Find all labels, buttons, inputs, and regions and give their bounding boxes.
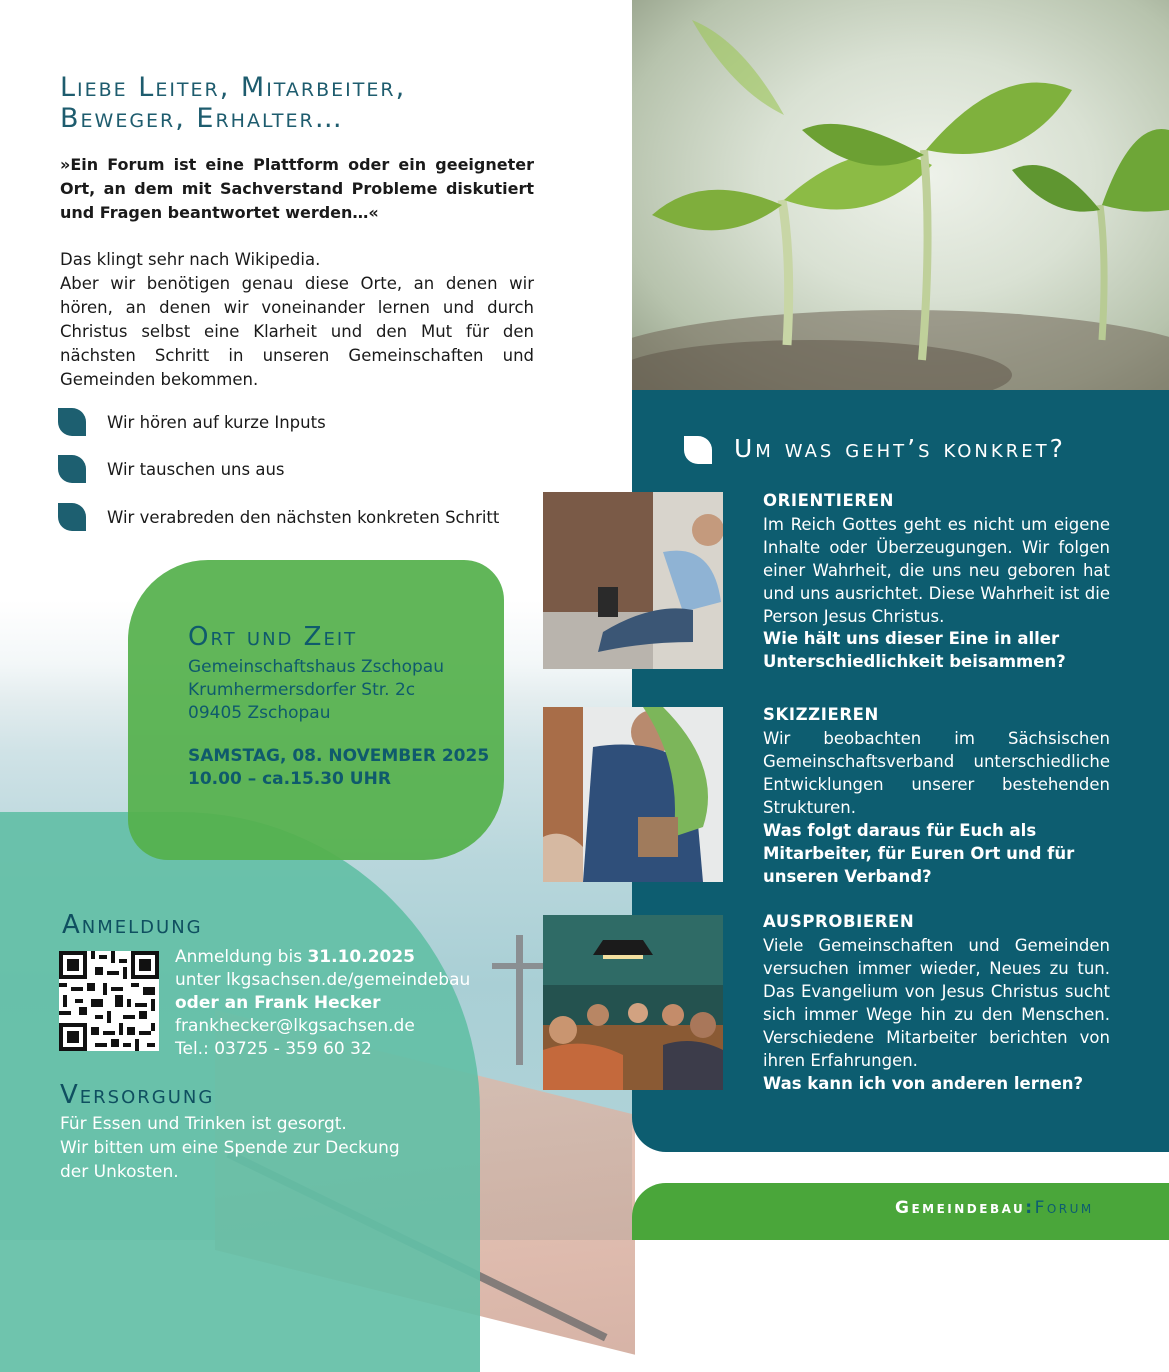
section-body: Im Reich Gottes geht es nicht um eigene Inhalte oder Überzeugungen. Wir folgen einer Wahrheit, die uns neu geboren hat und uns ausrichtet. Diese Wahrheit ist die Person Jesus Christus.	[763, 515, 1110, 626]
intro-heading-line2: Beweger, Erhalter…	[60, 103, 344, 134]
section-title: SKIZZIEREN	[763, 705, 879, 724]
intro-heading	[60, 72, 530, 134]
venue-city: 09405 Zschopau	[188, 703, 331, 723]
leaf-bullet-icon	[684, 436, 712, 464]
cross-icon	[490, 935, 550, 1065]
intro-quote: »Ein Forum ist eine Plattform oder ein geeigneter Ort, an dem mit Sachverstand Probleme diskutiert und Fragen beantwortet werden…«	[60, 155, 534, 222]
brand-part-b: Forum	[1034, 1198, 1094, 1218]
anmeldung-deadline-prefix: Anmeldung bis	[175, 947, 308, 967]
bullet-text: Wir tauschen uns aus	[107, 459, 285, 479]
brand-part-a: Gemeindebau	[895, 1198, 1026, 1218]
section-title: AUSPROBIEREN	[763, 912, 915, 931]
photo-group-dinner	[543, 915, 723, 1090]
event-date-text: SAMSTAG, 08. NOVEMBER 2025	[188, 746, 490, 766]
leaf-bullet-icon	[58, 455, 86, 483]
bullet-item	[58, 452, 558, 486]
brand-separator: :	[1025, 1198, 1035, 1218]
section-question: Was folgt daraus für Euch als Mitarbeiter, für Euren Ort und für unseren Verband?	[763, 821, 1075, 886]
konkret-heading: Um was geht’s konkret?	[734, 434, 1066, 463]
versorgung-heading: Versorgung	[60, 1080, 215, 1110]
venue-street: Krumhermersdorfer Str. 2c	[188, 680, 416, 700]
section-body: Viele Gemeinschaften und Gemeinden versuchen immer wieder, Neues zu tun. Das Evangelium von Jesus Christus sucht sich immer Wege hin zu den Menschen. Verschiedene Mitarbeiter berichten von ihren Erfahrungen.	[763, 936, 1110, 1070]
section-question: Wie hält uns dieser Eine in aller Unterschiedlichkeit beisammen?	[763, 629, 1066, 671]
versorgung-line: Wir bitten um eine Spende zur Deckung	[60, 1138, 400, 1158]
photo-man-reading	[543, 492, 723, 669]
bullet-item	[58, 405, 558, 439]
anmeldung-deadline-date: 31.10.2025	[307, 947, 416, 967]
venue-name: Gemeinschaftshaus Zschopau	[188, 657, 444, 677]
anmeldung-website[interactable]: unter lkgsachsen.de/gemeindebau	[175, 970, 471, 990]
section-title: ORIENTIEREN	[763, 491, 895, 510]
event-time-text: 10.00 – ca.15.30 UHR	[188, 769, 391, 789]
bullet-item	[58, 500, 558, 534]
anmeldung-heading: Anmeldung	[62, 910, 203, 940]
brand-logo	[895, 1198, 1094, 1218]
intro-paragraph-1: Das klingt sehr nach Wikipedia.	[60, 250, 321, 269]
versorgung-line: der Unkosten.	[60, 1162, 179, 1182]
anmeldung-email[interactable]: frankhecker@lkgsachsen.de	[175, 1016, 415, 1036]
ort-heading: Ort und Zeit	[188, 622, 358, 652]
versorgung-line: Für Essen und Trinken ist gesorgt.	[60, 1114, 347, 1134]
intro-paragraph-2: Aber wir benötigen genau diese Orte, an denen wir hören, an denen wir voneinander lernen und durch Christus selbst eine Klarheit und den Mut für den nächsten Schritt in unseren Gemeinschaften und Gemeinden bekommen.	[60, 274, 534, 389]
bullet-text: Wir verabreden den nächsten konkreten Schritt	[107, 507, 500, 527]
anmeldung-phone[interactable]: Tel.: 03725 - 359 60 32	[175, 1039, 372, 1059]
leaf-bullet-icon	[58, 503, 86, 531]
anmeldung-contact: oder an Frank Hecker	[175, 993, 381, 1013]
section-question: Was kann ich von anderen lernen?	[763, 1074, 1084, 1093]
event-date	[188, 745, 489, 791]
anmeldung-deadline	[175, 946, 415, 969]
bullet-text: Wir hören auf kurze Inputs	[107, 412, 326, 432]
photo-workshop	[543, 707, 723, 882]
section-body: Wir beobachten im Sächsischen Gemeinschaftsverband unterschiedliche Entwicklungen unserer bestehenden Strukturen.	[763, 729, 1110, 817]
leaf-bullet-icon	[58, 408, 86, 436]
seedling-photo	[632, 0, 1169, 390]
intro-heading-line1: Liebe Leiter, Mitarbeiter,	[60, 72, 407, 103]
qr-code-icon[interactable]	[59, 951, 159, 1051]
